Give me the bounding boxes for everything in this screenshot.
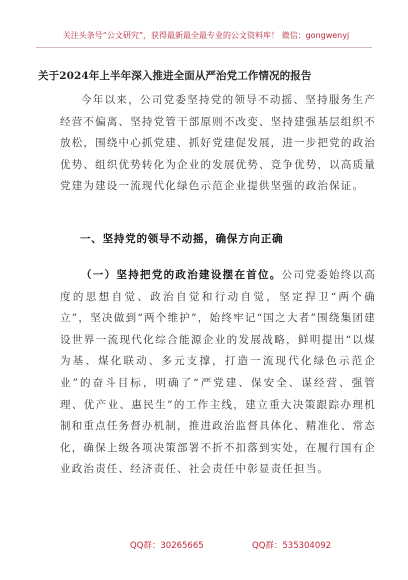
document-title: 关于2024年上半年深入推进全面从严治党工作情况的报告 xyxy=(38,70,312,82)
header-banner: 关注头条号“公文研究”，获得最新最全最专业的公文资料库！ 微信：gongwenyj xyxy=(62,31,350,40)
footer-qq-group-1: QQ群：30265665 xyxy=(130,541,204,551)
section-heading: 一、坚持党的领导不动摇，确保方向正确 xyxy=(80,233,284,245)
intro-paragraph: 今年以来，公司党委坚持党的领导不动摇、坚持服务生产经营不偏离、坚持党管干部原则不改变、坚持建强基层组织不放松，围绕中心抓党建、抓好党建促发展，进一步把党的政治优势、组织优势转化为企业的发展优势、竞争优势，以高质量党建为建设一流现代化绿色示范企业提供坚强的政治保证。 xyxy=(60,94,376,193)
header-divider xyxy=(36,47,372,48)
footer-qq-group-2: QQ群：535304092 xyxy=(252,541,332,551)
subsection-heading: （一）坚持把党的政治建设摆在首位。 xyxy=(81,269,282,281)
subsection-paragraph xyxy=(60,265,376,481)
subsection-body: 公司党委始终以高度的思想自觉、政治自觉和行动自觉，坚定捍卫“两个确立”，坚决做到“两个维护”，始终牢记“国之大者”围绕集团建设世界一流现代化综合能源企业的发展战略，鲜明提出“以煤为基、煤化联动、多元支撑，打造一流现代化绿色示范企业”的奋斗目标，明确了“严党建、保安全、谋经营、强管理、优产业、惠民生”的工作主线，建立重大决策跟踪办理机制和重点任务督办机制，推进政治监督具体化、精准化、常态化，确保上级各项决策部署不折不扣落到实处，在履行国有企业政治责任、经济责任、社会责任中彰显责任担当。 xyxy=(60,269,376,476)
